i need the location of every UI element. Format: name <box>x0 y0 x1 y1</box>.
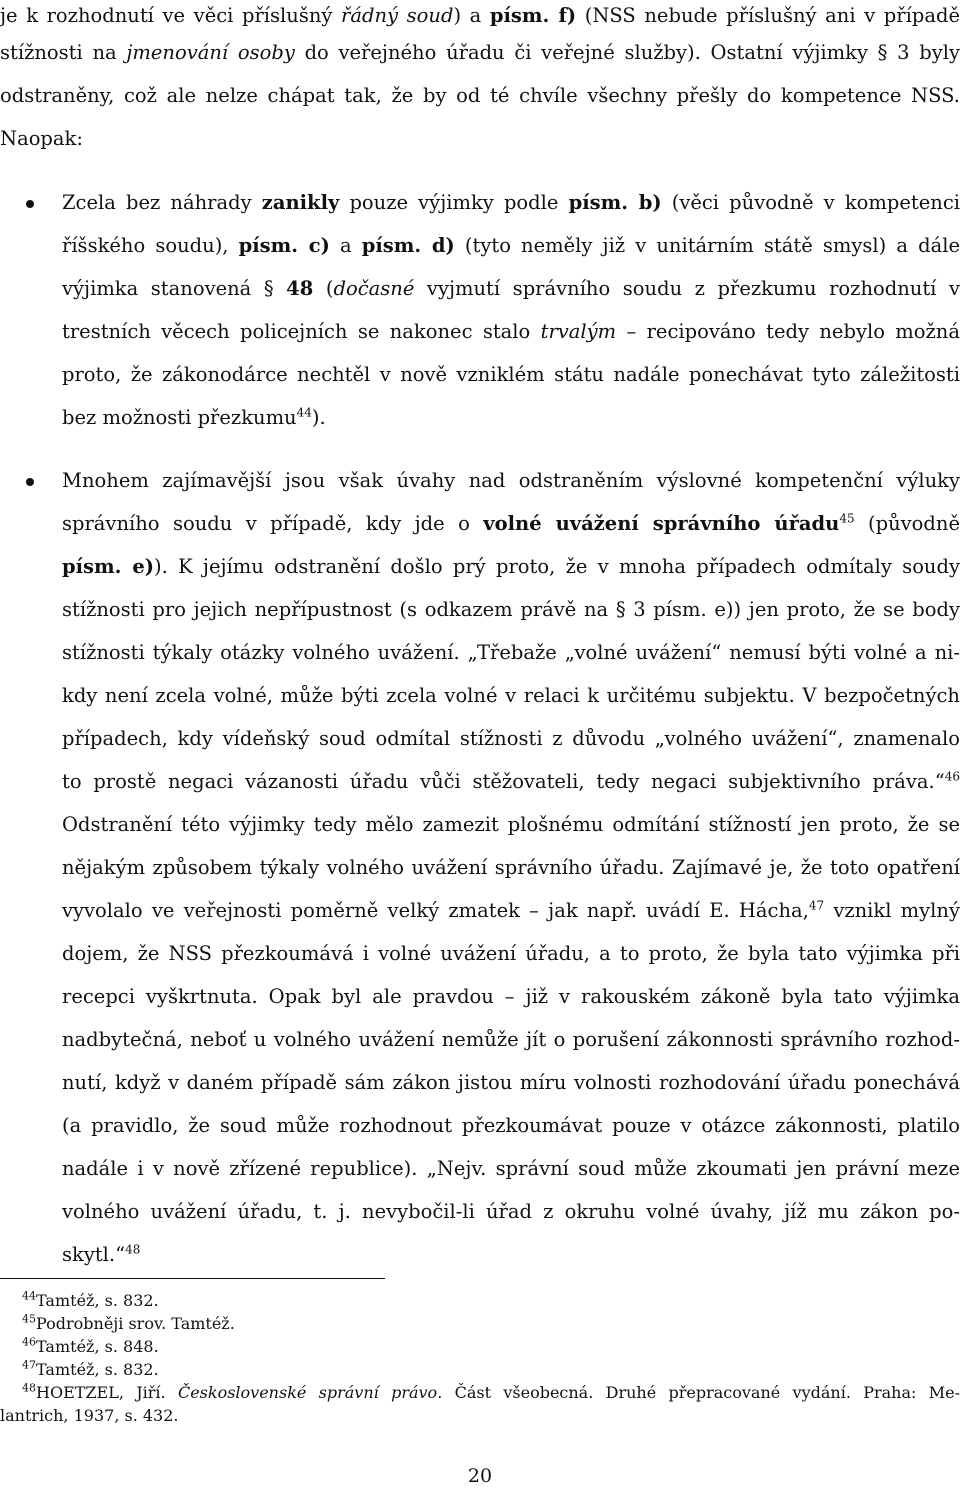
bullet-line: nějakým způsobem týkaly volného uvážení správního úřadu. Zajímavé je, že toto opatření <box>62 856 960 879</box>
bullet-line: správního soudu v případě, kdy jde o volné uvážení správního úřadu$^{45}$ (původně <box>62 511 960 535</box>
footnote: $^{48}$HOETZEL, Jiří. Československé správní právo. Část všeobecná. Druhé přepracované vydání. Praha: Me- <box>22 1381 960 1402</box>
bullet-line: dojem, že NSS přezkoumává i volné uvážení úřadu, a to proto, že byla tato výjimka při <box>62 942 960 965</box>
bullet-line: skytl.“$^{48}$ <box>62 1242 141 1266</box>
bullet-line: nadbytečná, neboť u volného uvážení nemůže jít o porušení zákonnosti správního rozhod- <box>62 1028 960 1051</box>
footnote: $^{45}$Podrobněji srov. Tamtéž. <box>22 1312 235 1333</box>
footnote-ref: 47 <box>808 898 825 913</box>
bullet-line: to prostě negaci vázanosti úřadu vůči stěžovateli, tedy negaci subjektivního práva.“$^{46}$ <box>62 769 960 793</box>
bullet-line: proto, že zákonodárce nechtěl v nově vzniklém státu nadále ponechávat tyto záležitosti <box>62 363 960 386</box>
footnote-ref: 48 <box>125 1242 141 1257</box>
bullet-line: stížnosti týkaly otázky volného uvážení. „Třebaže „volné uvážení“ nemusí býti volné a ni- <box>62 641 960 664</box>
bullet-line: písm. e)). K jejímu odstranění došlo prý proto, že v mnoha případech odmítaly soudy <box>62 555 960 578</box>
footnote-ref: 46 <box>944 769 960 784</box>
paragraph-line: je k rozhodnutí ve věci příslušný řádný soud) a písm. f) (NSS nebude příslušný ani v případě <box>0 4 960 27</box>
bullet-line: vyvolalo ve veřejnosti poměrně velký zmatek – jak např. uvádí E. Hácha,$^{47}$ vznikl mylný <box>62 898 960 922</box>
footnote-ref: 45 <box>839 511 855 526</box>
bullet-line: bez možnosti přezkumu$^{44}$). <box>62 405 326 429</box>
bullet-line: nadále i v nově zřízené republice). „Nejv. správní soud může zkoumati jen právní meze <box>62 1157 960 1180</box>
bullet-icon <box>26 478 34 486</box>
bullet-line: (a pravidlo, že soud může rozhodnout přezkoumávat pouze v otázce zákonnosti, platilo <box>62 1114 960 1137</box>
bullet-line: kdy není zcela volné, může býti zcela volné v relaci k určitému subjektu. V bezpočetných <box>62 684 960 707</box>
paragraph-line: odstraněny, což ale nelze chápat tak, že by od té chvíle všechny přešly do kompetence NSS. <box>0 84 960 107</box>
footnote-rule <box>0 1278 385 1279</box>
bullet-line: výjimka stanovená § 48 (dočasné vyjmutí správního soudu z přezkumu rozhodnutí v <box>62 277 960 300</box>
paragraph-line: stížnosti na jmenování osoby do veřejného úřadu či veřejné služby). Ostatní výjimky § 3 byly <box>0 41 960 64</box>
paragraph-line: Naopak: <box>0 127 83 150</box>
bullet-line: recepci vyškrtnuta. Opak byl ale pravdou – již v rakouském zákoně byla tato výjimka <box>62 985 960 1008</box>
bullet-line: volného uvážení úřadu, t. j. nevybočil-li úřad z okruhu volné úvahy, jíž mu zákon po- <box>62 1200 960 1223</box>
bullet-line: Mnohem zajímavější jsou však úvahy nad odstraněním výslovné kompetenční výluky <box>62 469 960 492</box>
bullet-line: říšského soudu), písm. c) a písm. d) (tyto neměly již v unitárním státě smysl) a dále <box>62 234 960 257</box>
bullet-line: Odstranění této výjimky tedy mělo zamezit plošnému odmítání stížností jen proto, že se <box>62 813 960 836</box>
footnote: $^{47}$Tamtéž, s. 832. <box>22 1358 159 1379</box>
bullet-line: stížnosti pro jejich nepřípustnost (s odkazem právě na § 3 písm. e)) jen proto, že se body <box>62 598 960 621</box>
footnote-continuation: lantrich, 1937, s. 432. <box>0 1406 179 1425</box>
bullet-icon <box>26 200 34 208</box>
bullet-line: trestních věcech policejních se nakonec stalo trvalým – recipováno tedy nebylo možná <box>62 320 960 343</box>
page-number: 20 <box>467 1465 493 1487</box>
footnote-ref: 44 <box>296 405 312 420</box>
bullet-line: Zcela bez náhrady zanikly pouze výjimky podle písm. b) (věci původně v kompetenci <box>62 191 960 214</box>
bullet-line: případech, kdy vídeňský soud odmítal stížnosti z důvodu „volného uvážení“, znamenalo <box>62 727 960 750</box>
footnote: $^{46}$Tamtéž, s. 848. <box>22 1335 159 1356</box>
footnote: $^{44}$Tamtéž, s. 832. <box>22 1289 159 1310</box>
bullet-line: nutí, když v daném případě sám zákon jistou míru volnosti rozhodování úřadu ponechává <box>62 1071 960 1094</box>
